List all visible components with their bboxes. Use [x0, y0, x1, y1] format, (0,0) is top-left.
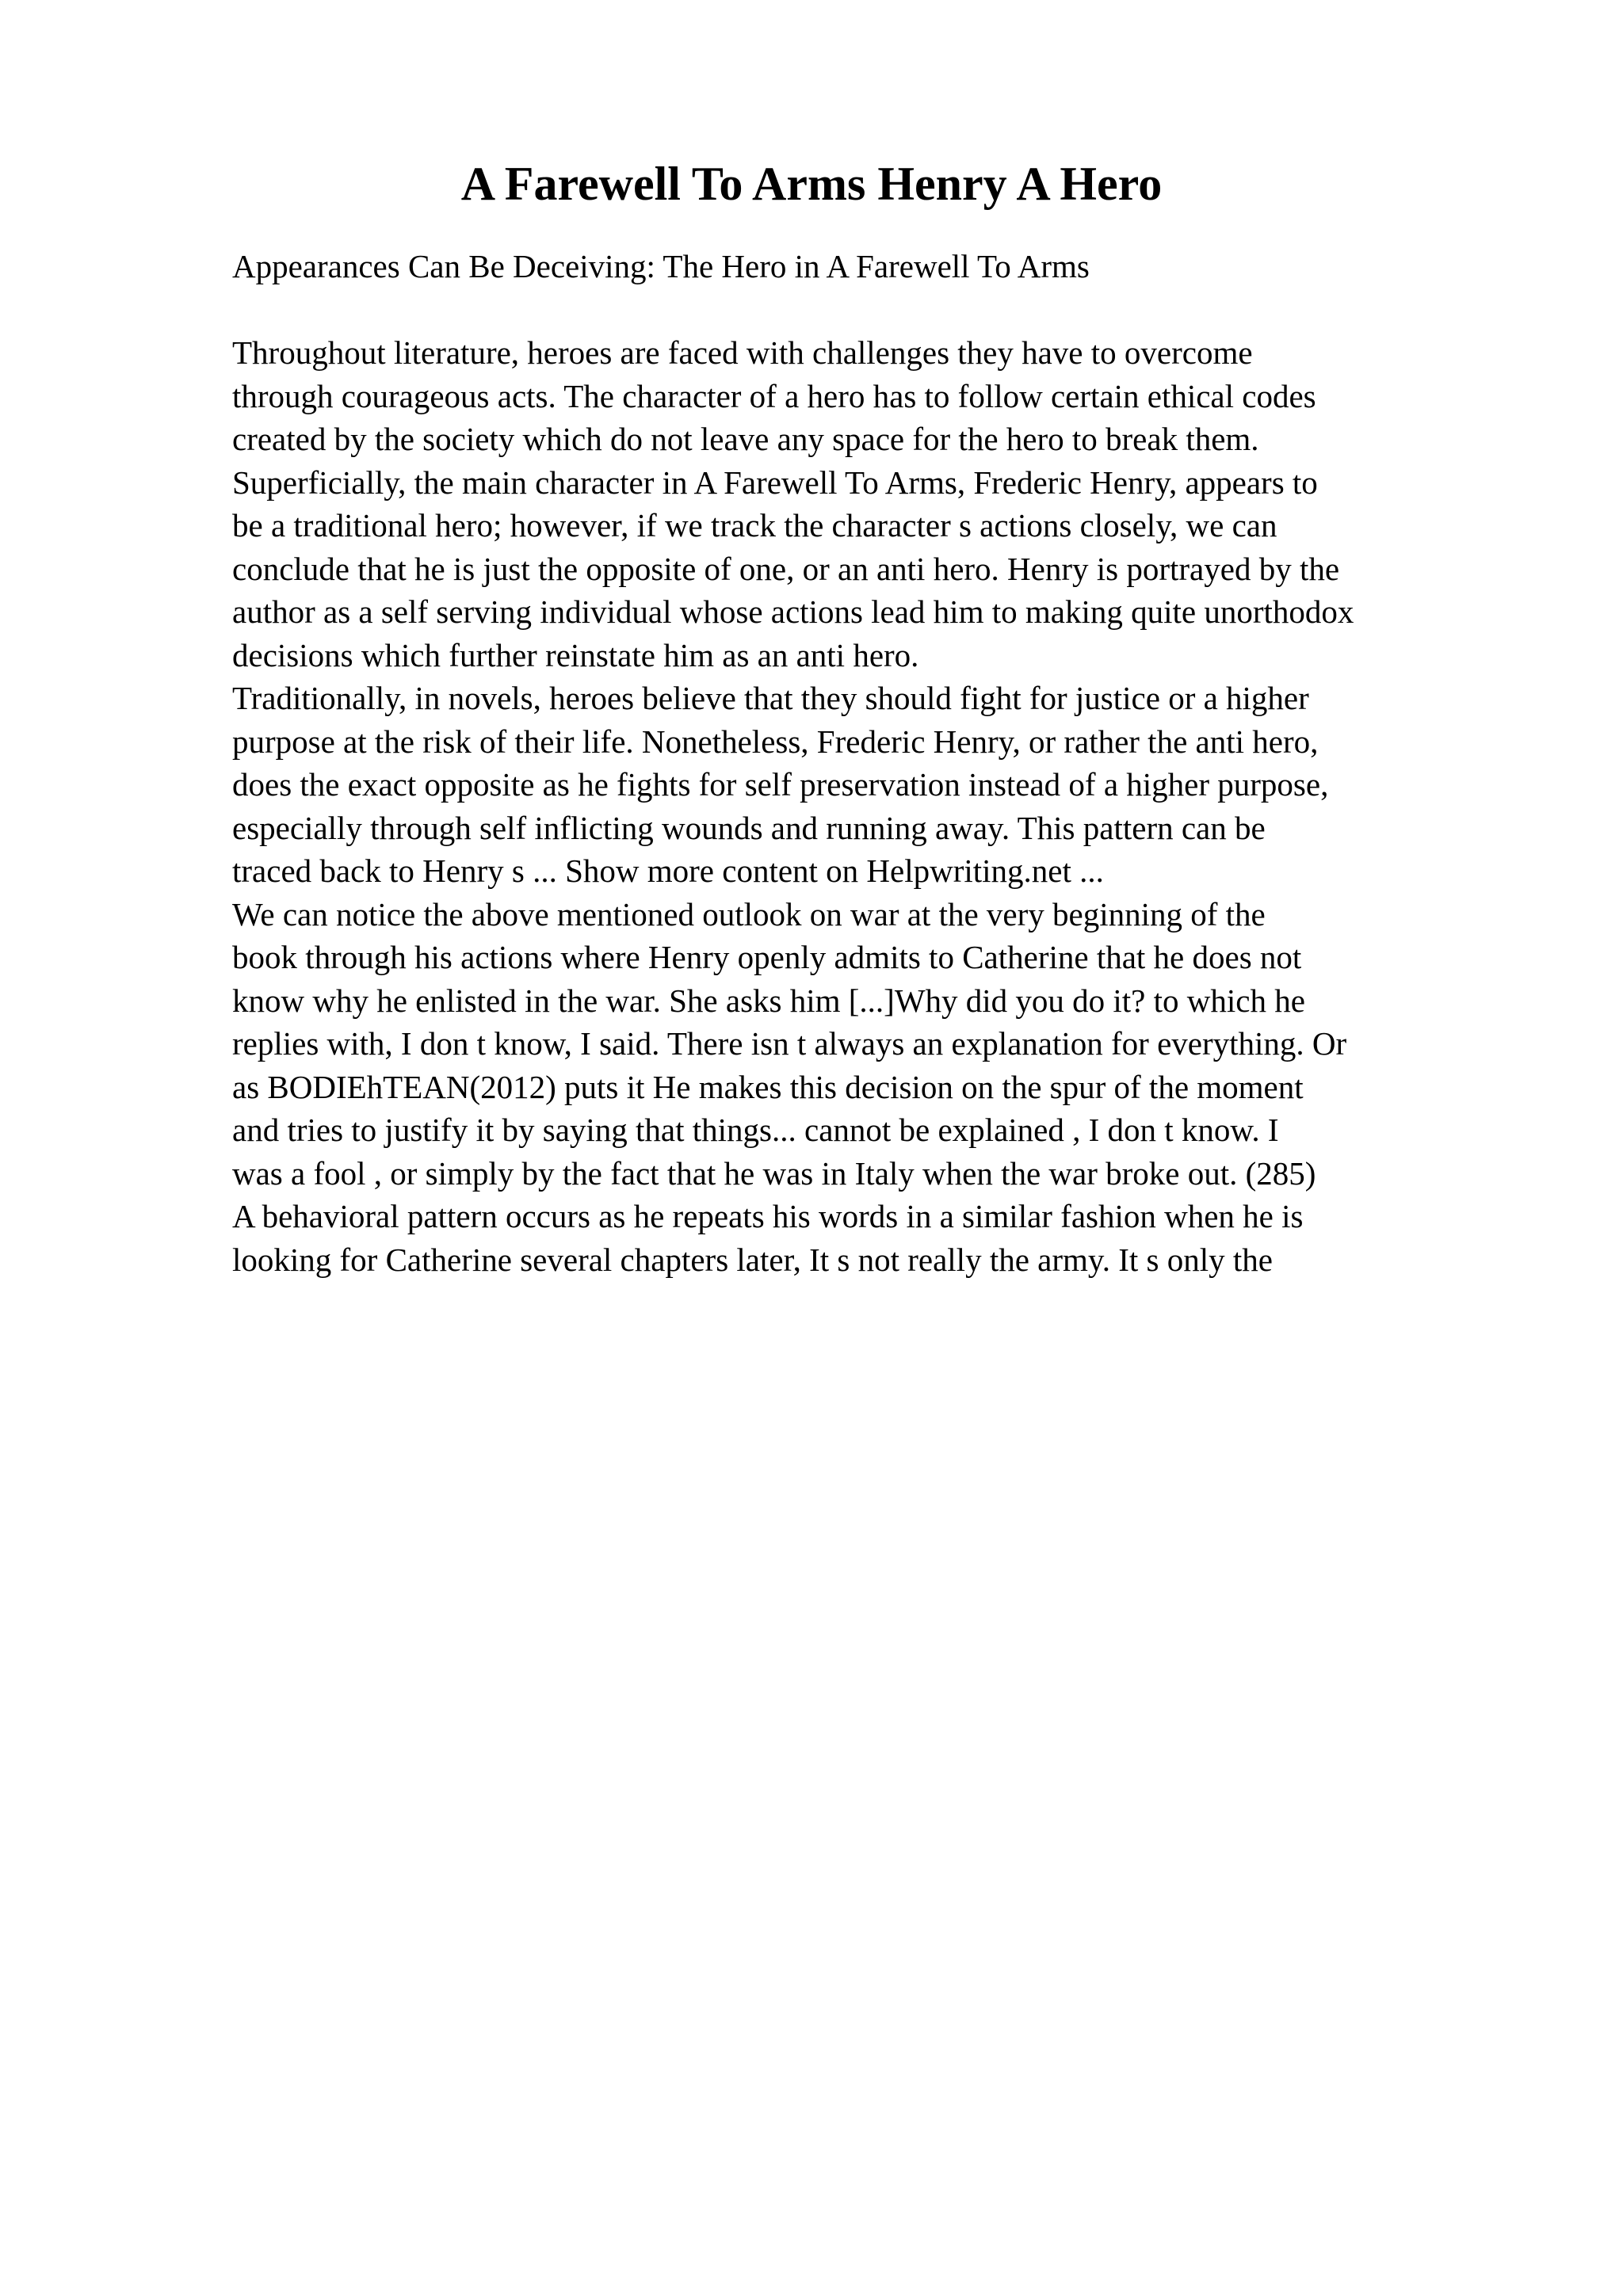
body-line: traced back to Henry s ... Show more content on Helpwriting.net ...	[232, 852, 1104, 889]
body-line: conclude that he is just the opposite of one, or an anti hero. Henry is portrayed by the	[232, 550, 1340, 587]
body-line: A behavioral pattern occurs as he repeats his words in a similar fashion when he is	[232, 1198, 1304, 1234]
document-subtitle: Appearances Can Be Deceiving: The Hero in A Farewell To Arms	[232, 248, 1090, 284]
body-line: Superficially, the main character in A Farewell To Arms, Frederic Henry, appears to	[232, 463, 1318, 501]
body-line: know why he enlisted in the war. She asks him [...]Why did you do it? to which he	[232, 982, 1305, 1019]
body-line: decisions which further reinstate him as an anti hero.	[232, 636, 919, 673]
body-line: Throughout literature, heroes are faced with challenges they have to overcome	[232, 334, 1253, 371]
body-line: Traditionally, in novels, heroes believe that they should fight for justice or a higher	[232, 680, 1309, 716]
body-line: replies with, I don t know, I said. There isn t always an explanation for everything. Or	[232, 1025, 1347, 1062]
body-line: through courageous acts. The character of a hero has to follow certain ethical codes	[232, 377, 1316, 414]
body-line: purpose at the risk of their life. Nonetheless, Frederic Henry, or rather the anti hero,	[232, 723, 1319, 760]
body-line: as BODIEhTEAN(2012) puts it He makes this decision on the spur of the moment	[232, 1068, 1304, 1105]
body-line: be a traditional hero; however, if we track the character s actions closely, we can	[232, 507, 1277, 543]
document-title: A Farewell To Arms Henry A Hero	[460, 158, 1163, 210]
body-line: We can notice the above mentioned outlook on war at the very beginning of the	[232, 895, 1266, 933]
body-line: created by the society which do not leave any space for the hero to break them.	[232, 421, 1259, 457]
body-line: looking for Catherine several chapters later, It s not really the army. It s only the	[232, 1241, 1273, 1278]
body-line: does the exact opposite as he fights for self preservation instead of a higher purpose,	[232, 766, 1329, 803]
body-line: and tries to justify it by saying that things... cannot be explained , I don t know. I	[232, 1112, 1279, 1148]
body-line: book through his actions where Henry openly admits to Catherine that he does not	[232, 939, 1302, 975]
body-line: author as a self serving individual whose actions lead him to making quite unorthodox	[232, 593, 1354, 630]
document-body	[232, 331, 1611, 1281]
body-line: was a fool , or simply by the fact that he was in Italy when the war broke out. (285)	[232, 1154, 1316, 1192]
body-line: especially through self inflicting wounds and running away. This pattern can be	[232, 809, 1266, 846]
